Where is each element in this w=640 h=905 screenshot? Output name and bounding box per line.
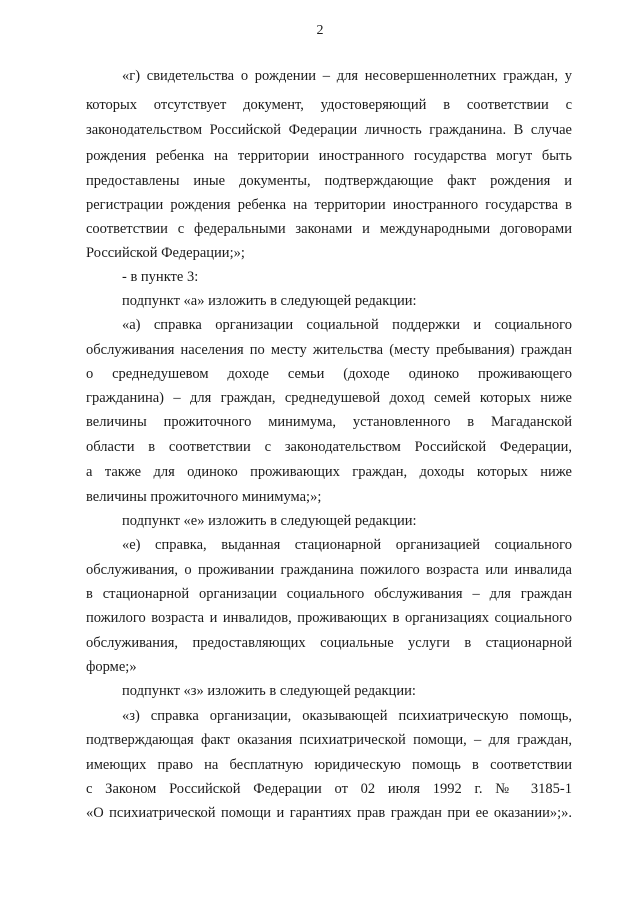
text-line: форме;» (86, 659, 137, 675)
text-line: «е) справка, выданная стационарной организацией социального (122, 537, 572, 553)
text-line: гражданина) – для граждан, среднедушевой доход семей которых ниже (86, 390, 572, 406)
text-line: рождения ребенка на территории иностранного государства могут быть (86, 148, 572, 164)
text-line: «г) свидетельства о рождении – для несовершеннолетних граждан, у (122, 68, 572, 84)
page-number: 2 (316, 23, 324, 38)
text-line: соответствии с федеральными законами и международными договорами (86, 221, 572, 237)
text-line: в стационарной организации социального обслуживания – для граждан (86, 586, 572, 602)
text-line: обслуживания, предоставляющих социальные услуги в стационарной (86, 635, 572, 651)
text-line: «а) справка организации социальной поддержки и социального (122, 317, 572, 333)
text-line: подтверждающая факт оказания психиатрической помощи, – для граждан, (86, 732, 572, 748)
text-line: - в пункте 3: (122, 269, 199, 285)
text-line: величины прожиточного минимума, установленного в Магаданской (86, 414, 572, 430)
text-line: подпункт «з» изложить в следующей редакции: (122, 683, 416, 699)
text-line: регистрации рождения ребенка на территории иностранного государства в (86, 197, 572, 213)
text-line: обслуживания населения по месту жительства (месту пребывания) граждан (86, 342, 572, 358)
text-line: подпункт «а» изложить в следующей редакции: (122, 293, 417, 309)
text-line: а также для одиноко проживающих граждан, доходы которых ниже (86, 464, 572, 480)
text-line: обслуживания, о проживании гражданина пожилого возраста или инвалида (86, 562, 572, 578)
text-line: законодательством Российской Федерации личность гражданина. В случае (86, 122, 572, 138)
text-line: предоставлены иные документы, подтверждающие факт рождения и (86, 173, 572, 189)
text-line: Российской Федерации;»; (86, 245, 245, 261)
text-line: которых отсутствует документ, удостоверяющий в соответствии с (86, 97, 572, 113)
text-line: «з) справка организации, оказывающей психиатрическую помощь, (122, 708, 572, 724)
text-line: с Законом Российской Федерации от 02 июля 1992 г. № 3185-1 (86, 781, 572, 797)
text-line: «О психиатрической помощи и гарантиях прав граждан при ее оказании»;». (86, 805, 572, 821)
text-line: пожилого возраста и инвалидов, проживающих в организациях социального (86, 610, 572, 626)
text-line: величины прожиточного минимума;»; (86, 489, 322, 505)
text-line: подпункт «е» изложить в следующей редакции: (122, 513, 417, 529)
text-line: имеющих право на бесплатную юридическую помощь в соответствии (86, 757, 572, 773)
text-line: области в соответствии с законодательством Российской Федерации, (86, 439, 572, 455)
text-line: о среднедушевом доходе семьи (доходе одиноко проживающего (86, 366, 572, 382)
